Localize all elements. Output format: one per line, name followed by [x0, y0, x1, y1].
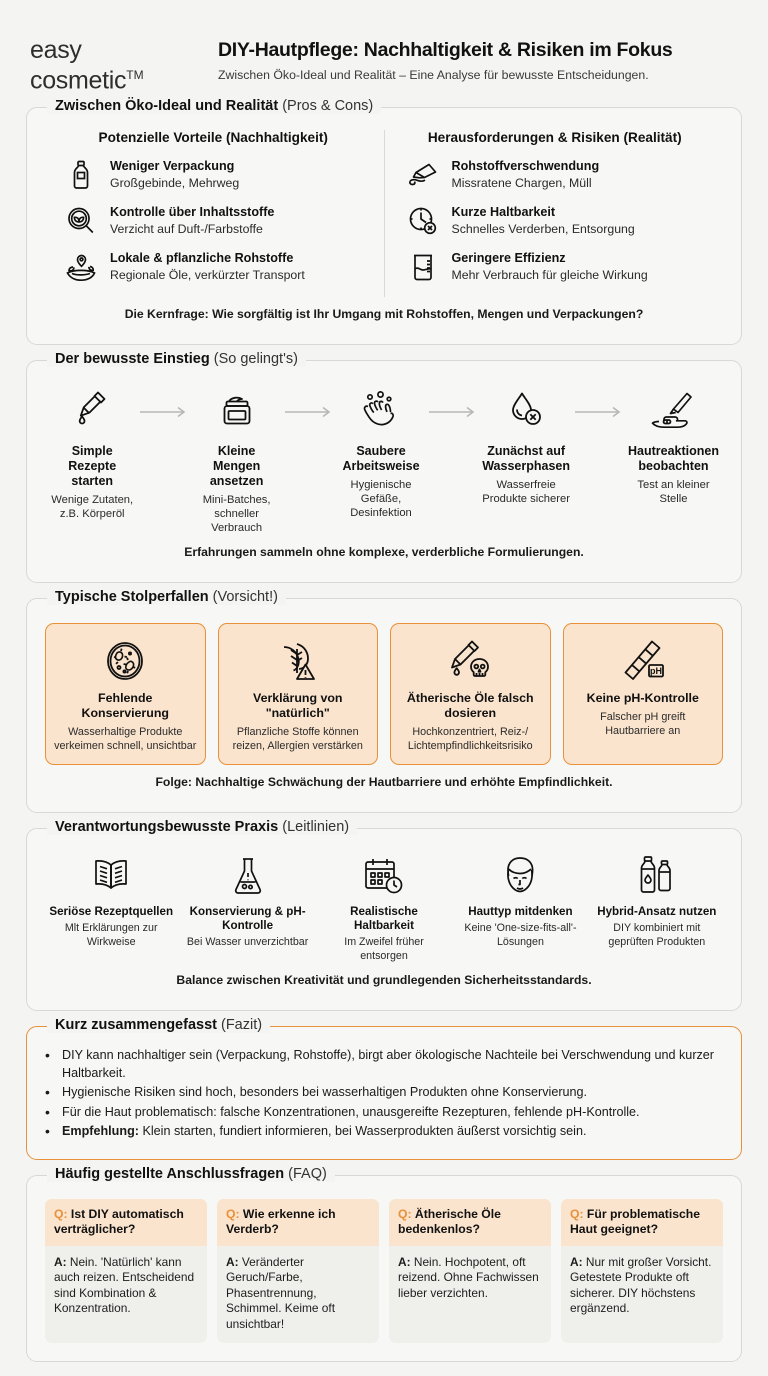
pros-item	[53, 159, 374, 191]
faq-q-prefix: Q:	[226, 1206, 240, 1221]
water-drop-cross-icon	[482, 387, 570, 437]
beaker-icon	[407, 251, 439, 283]
section-title-start	[47, 351, 306, 367]
summary-bullet-text: Hygienische Risiken sind hoch, besonders bei wasserhaltigen Produkten ohne Konservierung.	[62, 1085, 588, 1100]
step-sub: Wenige Zutaten, z.B. Körperöl	[51, 494, 134, 521]
arrow-icon	[282, 387, 336, 437]
section-title-paren: (Leitlinien)	[278, 819, 350, 836]
faq-answer-text: Nein. 'Natürlich' kann auch reizen. Entscheidend sind Kombination & Konzentration.	[54, 1254, 195, 1316]
summary-bullet	[45, 1123, 719, 1141]
section-title-paren: (Fazit)	[216, 1017, 263, 1034]
pitfall-sub: Hochkonzentriert, Reiz-/ Lichtempfindlichkeitsrisiko	[407, 726, 533, 752]
faq-a-prefix: A:	[226, 1254, 239, 1269]
field-plants-icon	[65, 251, 97, 283]
pitfall-card	[563, 623, 724, 765]
section-title-main: Zwischen Öko-Ideal und Realität	[55, 98, 279, 115]
pros-item-title: Lokale & pflanzliche Rohstoffe	[110, 251, 294, 266]
brand-trademark: TM	[126, 68, 144, 82]
bullet-dot: •	[45, 1103, 50, 1120]
pros-item-sub: Verzicht auf Duft-/Farbstoffe	[110, 222, 263, 237]
cons-item-sub: Schnelles Verderben, Entsorgung	[451, 222, 635, 237]
section-title-main: Häufig gestellte Anschlussfragen	[55, 1165, 285, 1182]
section-title-main: Typische Stolperfallen	[55, 589, 209, 606]
step-item	[480, 387, 572, 506]
summary-bullet-text: Klein starten, fundiert informieren, bei Wasserprodukten äußerst vorsichtig sein.	[138, 1124, 587, 1139]
faq-card	[217, 1199, 379, 1344]
step-sub: Test an kleiner Stelle	[637, 479, 710, 506]
patch-test-hand-icon	[628, 387, 719, 437]
washing-hands-icon	[338, 387, 424, 437]
magnifier-leaf-icon	[65, 205, 97, 237]
practice-item	[318, 853, 450, 963]
faq-card	[561, 1199, 723, 1344]
cons-item-title: Kurze Haltbarkeit	[451, 205, 556, 220]
face-skin-icon	[456, 853, 584, 899]
pitfall-card	[218, 623, 379, 765]
section-title-paren: (Pros & Cons)	[278, 98, 374, 115]
cons-item	[395, 205, 716, 237]
faq-question-text: Ist DIY automatisch verträglicher?	[54, 1206, 184, 1236]
bottle-icon	[65, 159, 97, 191]
practice-title: Seriöse Rezeptquellen	[49, 905, 174, 919]
step-title: Kleine Mengen ansetzen	[209, 444, 264, 489]
summary-bullet-text: Für die Haut problematisch: falsche Konzentrationen, unausgereifte Rezepturen, fehlende pH-Kontrolle.	[62, 1104, 640, 1119]
two-bottles-icon	[593, 853, 721, 899]
practice-sub: DIY kombiniert mit geprüften Produkten	[608, 922, 706, 948]
practice-item	[454, 853, 586, 963]
practice-title: Hauttyp mitdenken	[468, 905, 573, 919]
brand-logo	[30, 34, 200, 93]
practice-footer: Balance zwischen Kreativität und grundlegenden Sicherheitsstandards.	[176, 973, 592, 988]
pros-item-title: Weniger Verpackung	[110, 159, 235, 174]
header-text	[218, 34, 740, 83]
brand-logo-word: cosmetic	[30, 66, 127, 95]
pitfall-title: Fehlende Konservierung	[81, 691, 169, 721]
page-subtitle: Zwischen Öko-Ideal und Realität – Eine Analyse für bewusste Entscheidungen.	[218, 68, 649, 82]
pitfall-sub: Falscher pH greift Hautbarriere an	[600, 711, 686, 737]
cons-item	[395, 159, 716, 191]
faq-answer	[217, 1246, 379, 1344]
faq-answer	[389, 1246, 551, 1313]
faq-a-prefix: A:	[570, 1254, 583, 1269]
bullet-dot: •	[45, 1047, 50, 1064]
step-item	[626, 387, 721, 506]
practice-sub: Bei Wasser unverzichtbar	[186, 936, 309, 949]
section-practice	[26, 819, 742, 1011]
step-title: Simple Rezepte starten	[68, 444, 117, 489]
practice-item	[45, 853, 177, 963]
bullet-dot: •	[45, 1123, 50, 1140]
faq-answer-text: Veränderter Geruch/Farbe, Phasentrennung, Schimmel. Keime oft unsichtbar!	[226, 1254, 336, 1331]
step-item	[191, 387, 281, 535]
pitfall-sub: Pflanzliche Stoffe können reizen, Allergien verstärken	[232, 726, 363, 752]
summary-bullet	[45, 1047, 719, 1082]
faq-card	[389, 1199, 551, 1344]
page-header	[26, 0, 742, 107]
page-title: DIY-Hautpflege: Nachhaltigkeit & Risiken im Fokus	[218, 39, 673, 61]
cons-item-sub: Missratene Chargen, Müll	[451, 176, 592, 191]
pros-heading: Potenzielle Vorteile (Nachhaltigkeit)	[98, 130, 328, 146]
pros-cons-footer: Die Kernfrage: Wie sorgfältig ist Ihr Umgang mit Rohstoffen, Mengen und Verpackungen?	[124, 307, 644, 322]
section-title-paren: (So gelingt's)	[209, 351, 298, 368]
bullet-dot: •	[45, 1084, 50, 1101]
practice-item	[591, 853, 723, 963]
step-item	[47, 387, 137, 521]
faq-q-prefix: Q:	[398, 1206, 412, 1221]
faq-question-text: Ätherische Öle bedenkenlos?	[398, 1206, 501, 1236]
step-sub: Mini-Batches, schneller Verbrauch	[202, 494, 271, 535]
pros-item-sub: Großgebinde, Mehrweg	[110, 176, 240, 191]
faq-question	[217, 1199, 379, 1246]
pitfall-card	[390, 623, 551, 765]
pitfall-title: Keine pH-Kontrolle	[586, 691, 699, 706]
section-summary	[26, 1017, 742, 1160]
section-title-summary	[47, 1017, 270, 1033]
start-footer: Erfahrungen sammeln ohne komplexe, verderbliche Formulierungen.	[184, 545, 584, 560]
summary-bullet	[45, 1104, 719, 1122]
pipette-drop-icon	[49, 387, 135, 437]
section-title-practice	[47, 819, 357, 835]
practice-title: Konservierung & pH-Kontrolle	[189, 905, 306, 933]
faq-question	[389, 1199, 551, 1246]
summary-bullet-label: Empfehlung:	[62, 1124, 139, 1139]
faq-answer-text: Nur mit großer Vorsicht. Getestete Produkte oft sicherer. DIY höchstens ergänzend.	[570, 1254, 712, 1316]
section-pitfalls	[26, 589, 742, 813]
faq-question-text: Wie erkenne ich Verderb?	[226, 1206, 336, 1236]
ph-strip-icon	[572, 637, 715, 685]
clock-cross-icon	[407, 205, 439, 237]
brand-logo-line2	[30, 63, 144, 93]
section-faq	[26, 1165, 742, 1363]
cons-item	[395, 251, 716, 283]
summary-bullet-text: DIY kann nachhaltiger sein (Verpackung, Rohstoffe), birgt aber ökologische Nachteile bei Verschwendung und kurzer Haltbarkeit.	[62, 1048, 715, 1080]
pipette-skull-icon	[399, 637, 542, 685]
pitfall-title: Ätherische Öle falsch dosieren	[406, 691, 534, 721]
pitfalls-footer: Folge: Nachhaltige Schwächung der Hautbarriere und erhöhte Empfindlichkeit.	[155, 775, 613, 790]
faq-answer-text: Nein. Hochpotent, oft reizend. Ohne Fachwissen lieber verzichten.	[398, 1254, 539, 1300]
cons-heading: Herausforderungen & Risiken (Realität)	[427, 130, 682, 146]
faq-question-text: Für problematische Haut geeignet?	[570, 1206, 701, 1236]
pros-item-title: Kontrolle über Inhaltsstoffe	[110, 205, 275, 220]
practice-title: Hybrid-Ansatz nutzen	[597, 905, 717, 919]
arrow-icon	[426, 387, 480, 437]
step-sub: Wasserfreie Produkte sicherer	[482, 479, 570, 506]
section-title-main: Der bewusste Einstieg	[55, 351, 210, 368]
practice-item	[181, 853, 313, 963]
section-title-paren: (Vorsicht!)	[208, 589, 278, 606]
petri-dish-bacteria-icon	[54, 637, 197, 685]
faq-question	[561, 1199, 723, 1246]
practice-title: Realistische Haltbarkeit	[350, 905, 418, 933]
pros-item	[53, 251, 374, 283]
section-title-faq	[47, 1166, 335, 1182]
leaf-warning-icon	[227, 637, 370, 685]
summary-bullet	[45, 1084, 719, 1102]
step-title: Saubere Arbeitsweise	[342, 444, 420, 474]
pitfall-sub: Wasserhaltige Produkte verkeimen schnell, unsichtbar	[54, 726, 197, 752]
spill-pour-icon	[407, 159, 439, 191]
section-title-paren: (FAQ)	[284, 1165, 327, 1182]
cons-item-sub: Mehr Verbrauch für gleiche Wirkung	[451, 268, 648, 283]
step-sub: Hygienische Gefäße, Desinfektion	[350, 479, 412, 520]
section-start	[26, 351, 742, 583]
pros-item	[53, 205, 374, 237]
pros-column	[43, 130, 385, 297]
practice-sub: Im Zweifel früher entsorgen	[344, 936, 424, 962]
calendar-clock-icon	[320, 853, 448, 899]
faq-a-prefix: A:	[398, 1254, 411, 1269]
faq-a-prefix: A:	[54, 1254, 67, 1269]
erlenmeyer-flask-icon	[183, 853, 311, 899]
faq-answer	[45, 1246, 207, 1328]
faq-q-prefix: Q:	[570, 1206, 584, 1221]
arrow-icon	[137, 387, 191, 437]
practice-sub: Keine 'One-size-fits-all'-Lösungen	[464, 922, 577, 948]
section-title-pitfalls	[47, 589, 286, 605]
practice-sub: Mlt Erklärungen zur Wirkweise	[64, 922, 158, 948]
open-book-icon	[47, 853, 175, 899]
pros-item-sub: Regionale Öle, verkürzter Transport	[110, 268, 305, 283]
cons-item-title: Geringere Effizienz	[451, 251, 566, 266]
svg-text:pH: pH	[649, 666, 662, 677]
brand-logo-line1: easy	[30, 36, 82, 64]
faq-answer	[561, 1246, 723, 1328]
faq-card	[45, 1199, 207, 1344]
step-title: Hautreaktionen beobachten	[627, 444, 719, 474]
pitfall-card	[45, 623, 206, 765]
faq-question	[45, 1199, 207, 1246]
step-title: Zunächst auf Wasserphasen	[482, 444, 570, 474]
section-title-main: Verantwortungsbewusste Praxis	[55, 819, 279, 836]
pitfall-title: Verklärung von "natürlich"	[252, 691, 343, 721]
arrow-icon	[572, 387, 626, 437]
cons-item-title: Rohstoffverschwendung	[451, 159, 600, 174]
section-pros-cons	[26, 98, 742, 345]
section-title-pros-cons	[47, 98, 381, 114]
cream-jar-icon	[193, 387, 279, 437]
cons-column	[385, 130, 726, 297]
faq-q-prefix: Q:	[54, 1206, 68, 1221]
step-item	[336, 387, 426, 520]
section-title-main: Kurz zusammengefasst	[55, 1017, 217, 1034]
